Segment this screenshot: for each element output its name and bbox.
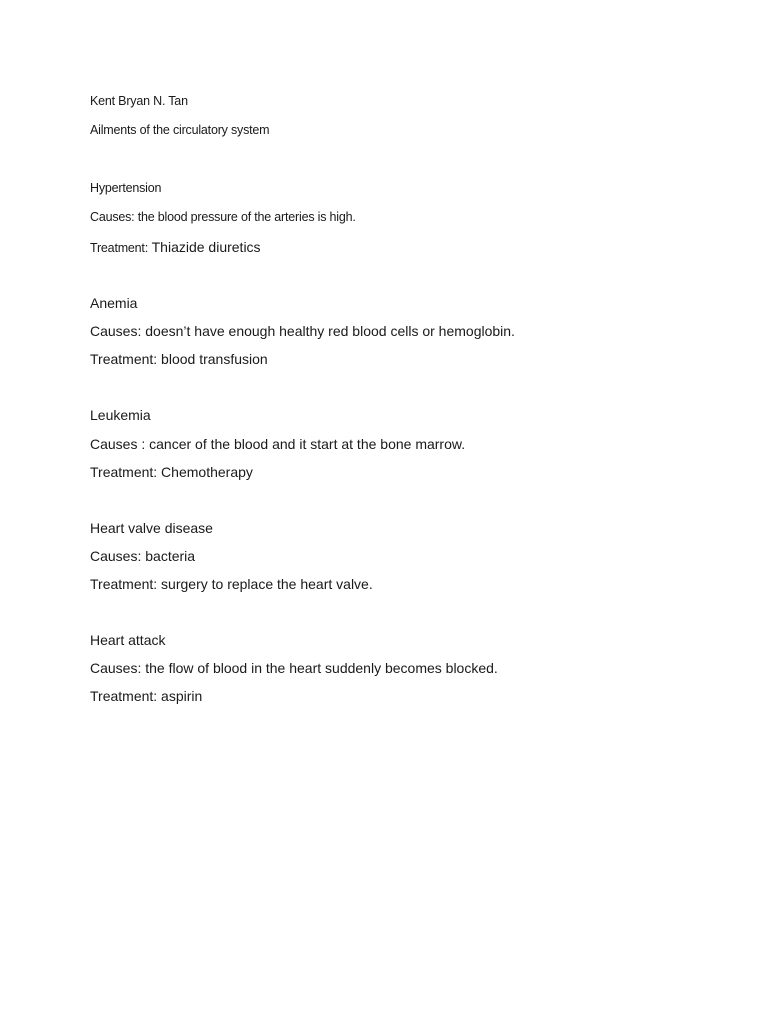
ailment-causes: Causes: the blood pressure of the arteries is high. (90, 210, 356, 224)
ailment-treatment: Treatment: aspirin (90, 688, 203, 704)
ailment-name: Heart attack (90, 632, 166, 648)
treatment-value: Thiazide diuretics (147, 239, 261, 255)
ailment-treatment: Treatment: surgery to replace the heart valve. (90, 576, 373, 592)
ailment-causes: Causes : cancer of the blood and it start at the bone marrow. (90, 436, 466, 452)
ailment-causes: Causes: doesn’t have enough healthy red blood cells or hemoglobin. (90, 323, 515, 339)
document-title: Ailments of the circulatory system (90, 123, 270, 137)
ailment-causes: Causes: bacteria (90, 548, 196, 564)
ailment-name: Anemia (90, 295, 138, 311)
ailment-causes: Causes: the flow of blood in the heart suddenly becomes blocked. (90, 660, 498, 676)
ailment-treatment: Treatment: Chemotherapy (90, 464, 253, 480)
ailment-treatment (90, 240, 261, 256)
author-name: Kent Bryan N. Tan (90, 94, 188, 108)
treatment-label: Treatment: (90, 241, 148, 255)
ailment-name: Heart valve disease (90, 520, 213, 536)
ailment-treatment: Treatment: blood transfusion (90, 351, 268, 367)
ailment-name: Leukemia (90, 407, 151, 423)
ailment-name: Hypertension (90, 181, 162, 195)
